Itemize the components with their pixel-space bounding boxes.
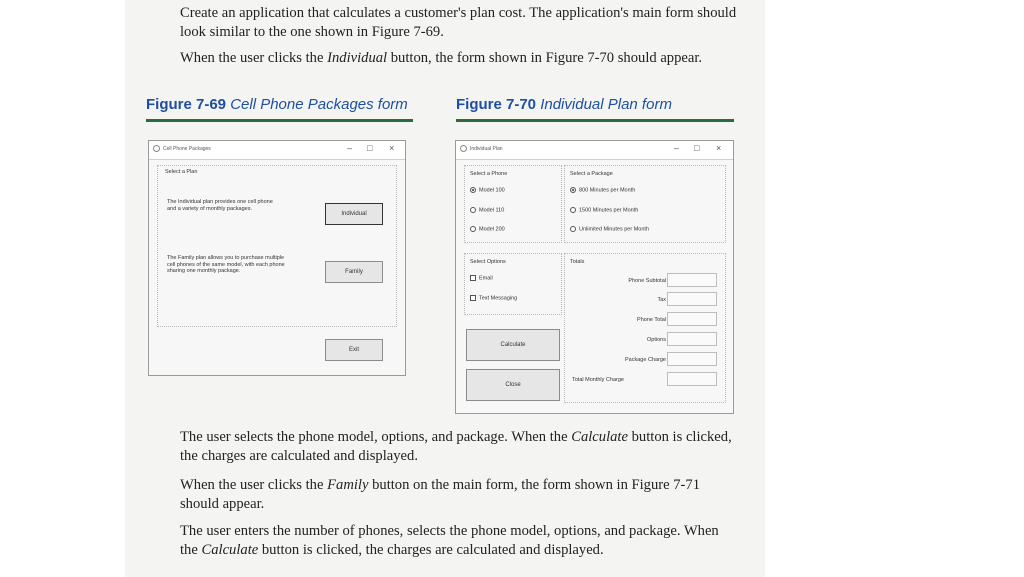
app-icon [460,145,467,152]
package-radio-unlimited[interactable]: Unlimited Minutes per Month [570,226,649,232]
options-total-output [667,332,717,346]
select-phone-label: Select a Phone [470,171,508,177]
package-charge-output [667,352,717,366]
radio-selected-icon [570,187,576,193]
radio-selected-icon [470,187,476,193]
window-title: Cell Phone Packages [163,146,211,152]
app-icon [153,145,160,152]
figure-69-rule [146,119,413,122]
minimize-icon[interactable]: – [347,143,353,153]
radio-icon [570,226,576,232]
package-radio-1500[interactable]: 1500 Minutes per Month [570,207,638,213]
exit-button[interactable]: Exit [325,339,383,361]
figure-70-caption: Figure 7-70 Individual Plan form [456,96,672,113]
maximize-icon[interactable]: □ [694,143,700,153]
total-monthly-charge-label: Total Monthly Charge [572,377,624,383]
phone-subtotal-output [667,273,717,287]
figure-70-rule [456,119,734,122]
phone-total-output [667,312,717,326]
maximize-icon[interactable]: □ [367,143,373,153]
minimize-icon[interactable]: – [674,143,680,153]
family-button[interactable]: Family [325,261,383,283]
individual-plan-window [455,140,734,414]
title-bar [456,141,733,160]
calculate-button[interactable]: Calculate [466,329,560,361]
intro-paragraph: Create an application that calculates a customer's plan cost. The application's main form should look similar to the one shown in Figure 7-69. [180,5,737,40]
tax-label: Tax [657,297,666,303]
phone-subtotal-label: Phone Subtotal [628,278,666,284]
radio-icon [470,207,476,213]
user-selects-paragraph: The user selects the phone model, options, and package. When the Calculate button is clicked, the charges are calculated and displayed. [180,429,732,464]
title-bar [149,141,405,160]
checkbox-icon [470,275,476,281]
option-checkbox-email[interactable]: Email [470,275,493,281]
totals-label: Totals [570,259,585,265]
checkbox-icon [470,295,476,301]
phone-total-label: Phone Total [637,317,666,323]
select-options-label: Select Options [470,259,506,265]
package-radio-800[interactable]: 800 Minutes per Month [570,187,635,193]
close-icon[interactable]: × [716,143,722,153]
individual-paragraph: When the user clicks the Individual button, the form shown in Figure 7-70 should appear. [180,50,703,66]
total-monthly-charge-output [667,372,717,386]
close-icon[interactable]: × [389,143,395,153]
tax-output [667,292,717,306]
select-plan-label: Select a Plan [165,169,198,175]
cell-phone-packages-window [148,140,406,376]
select-package-label: Select a Package [570,171,613,177]
family-paragraph: When the user clicks the Family button on the main form, the form shown in Figure 7-71 should appear. [180,477,701,512]
select-plan-group [157,165,397,327]
phone-radio-model-200[interactable]: Model 200 [470,226,505,232]
radio-icon [470,226,476,232]
close-button[interactable]: Close [466,369,560,401]
options-total-label: Options [647,337,666,343]
individual-button[interactable]: Individual [325,203,383,225]
option-checkbox-text-messaging[interactable]: Text Messaging [470,295,517,301]
phone-radio-model-100[interactable]: Model 100 [470,187,505,193]
individual-description: The Individual plan provides one cell phone and a variety of monthly packages. [167,199,273,212]
radio-icon [570,207,576,213]
phone-radio-model-110[interactable]: Model 110 [470,207,504,213]
figure-69-caption: Figure 7-69 Cell Phone Packages form [146,96,408,113]
family-description: The Family plan allows you to purchase multiple cell phones of the same model, with each phone sharing one monthly package. [167,255,285,274]
enters-paragraph: The user enters the number of phones, selects the phone model, options, and package. When the Calculate button is clicked, the charges are calculated and displayed. [180,523,719,558]
package-charge-label: Package Charge [625,357,666,363]
window-title: Individual Plan [470,146,503,152]
